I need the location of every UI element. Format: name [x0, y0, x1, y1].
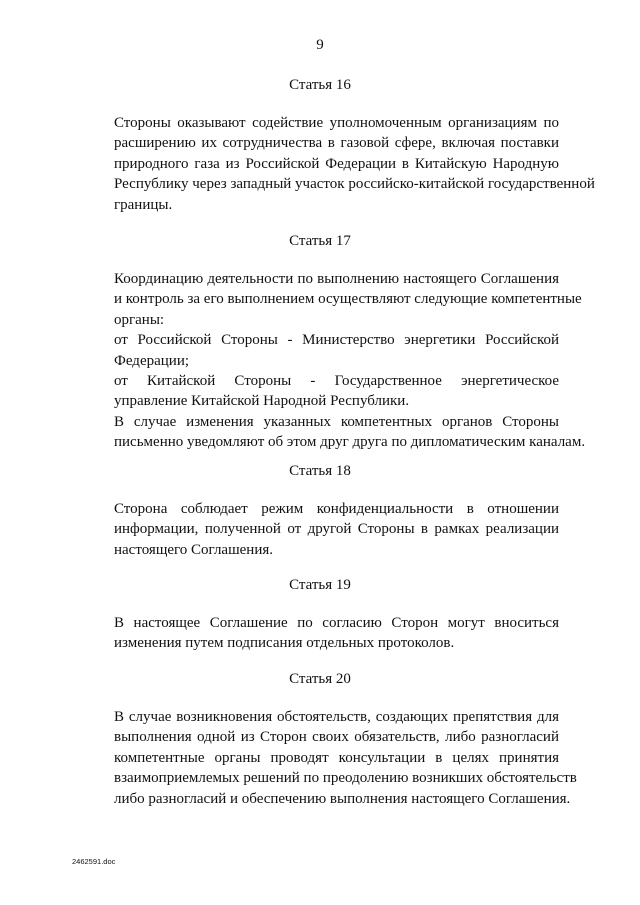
- text-line: В случае возникновения обстоятельств, создающих препятствия для: [114, 709, 559, 725]
- article-18-body: [72, 499, 559, 560]
- text-line: Республику через западный участок российско-китайской государственной: [114, 176, 595, 193]
- text-line: взаимоприемлемых решений по преодолению возникших обстоятельств: [114, 770, 577, 787]
- article-20-title: Статья 20: [289, 671, 351, 687]
- text-line: Сторона соблюдает режим конфиденциальности в отношении: [114, 501, 559, 517]
- text-line: информации, полученной от другой Стороны в рамках реализации: [114, 521, 559, 538]
- page-number: 9: [316, 37, 324, 53]
- text-line: от Российской Стороны - Министерство энергетики Российской: [114, 332, 559, 349]
- text-line: компетентные органы проводят консультации в целях принятия: [114, 749, 559, 766]
- article-20-paragraph-1: [72, 707, 577, 809]
- text-line: органы:: [114, 311, 165, 328]
- text-line: Координацию деятельности по выполнению настоящего Соглашения: [114, 271, 559, 287]
- text-line: от Китайской Стороны - Государственное энергетическое: [114, 373, 559, 390]
- text-line: расширению их сотрудничества в газовой сфере, включая поставки: [114, 135, 559, 152]
- text-line: В настоящее Соглашение по согласию Сторон могут вноситься: [114, 615, 559, 631]
- article-16-title: Статья 16: [289, 77, 351, 93]
- footer-file-reference: 2462591.doc: [72, 857, 116, 866]
- text-line: управление Китайской Народной Республики.: [114, 393, 410, 410]
- text-line: природного газа из Российской Федерации в Китайскую Народную: [114, 155, 559, 172]
- article-20-body: [72, 707, 577, 809]
- article-17-paragraph-1: [72, 269, 582, 330]
- article-16-paragraph-1: [72, 113, 595, 215]
- article-17-body: [72, 269, 586, 453]
- text-line: границы.: [114, 196, 173, 213]
- text-line: выполнения одной из Сторон своих обязательств, либо разногласий: [114, 729, 559, 746]
- text-line: письменно уведомляют об этом друг друга по дипломатическим каналам.: [114, 434, 586, 451]
- text-line: изменения путем подписания отдельных протоколов.: [114, 635, 455, 652]
- article-19-title: Статья 19: [289, 577, 351, 593]
- text-line: настоящего Соглашения.: [114, 541, 274, 558]
- text-line: и контроль за его выполнением осуществляют следующие компетентные: [114, 291, 582, 308]
- article-18-paragraph-1: [72, 499, 559, 560]
- article-17-paragraph-2: [72, 330, 559, 371]
- text-line: Стороны оказывают содействие уполномоченным организациям по: [114, 115, 559, 131]
- article-19-body: [72, 613, 559, 654]
- article-18-title: Статья 18: [289, 463, 351, 479]
- article-17-paragraph-4: [72, 412, 586, 453]
- article-16-body: [72, 113, 595, 215]
- text-line: либо разногласий и обеспечению выполнения настоящего Соглашения.: [114, 790, 571, 807]
- article-19-paragraph-1: [72, 613, 559, 654]
- article-17-title: Статья 17: [289, 233, 351, 249]
- article-17-paragraph-3: [72, 371, 559, 412]
- text-line: Федерации;: [114, 352, 190, 369]
- text-line: В случае изменения указанных компетентных органов Стороны: [114, 413, 559, 430]
